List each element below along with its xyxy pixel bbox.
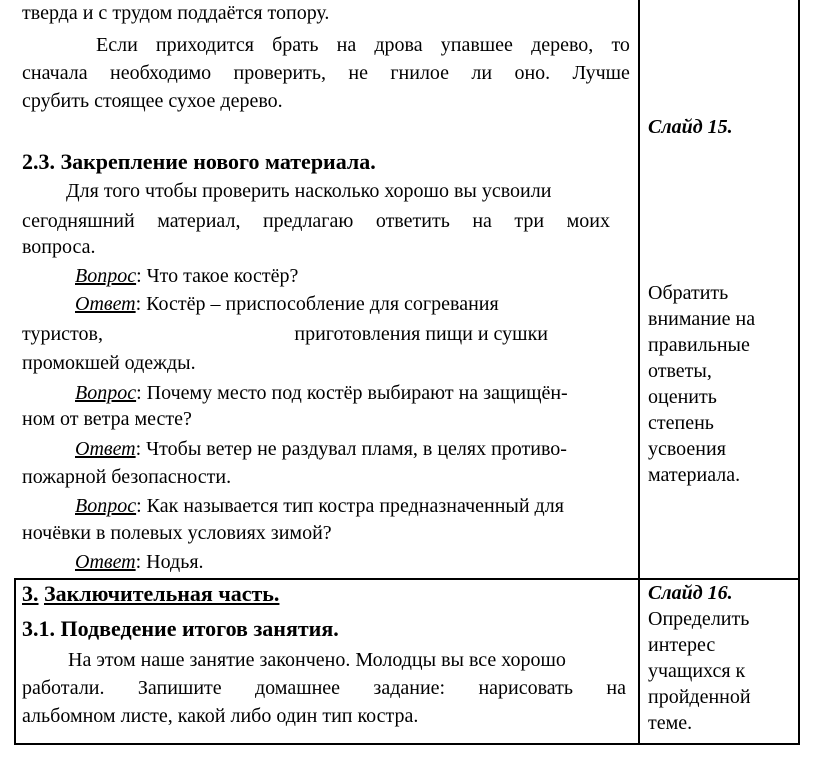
side-note-line: интерес — [648, 634, 716, 656]
intro-line: вопроса. — [22, 236, 96, 258]
answer-line — [22, 322, 548, 346]
paragraph-line — [96, 33, 630, 57]
question-2 — [75, 381, 568, 405]
question-line: ночёвки в полевых условиях зимой? — [22, 522, 332, 544]
word: дрова — [374, 34, 423, 56]
word: ответить — [375, 210, 450, 232]
section-name: Заключительная часть. — [44, 581, 280, 606]
word: на — [606, 677, 626, 699]
closing-line — [22, 676, 626, 700]
word: на — [336, 34, 357, 56]
answer-line: промокшей одежды. — [22, 352, 196, 374]
intro-line — [22, 209, 610, 233]
side-note-line: внимание на — [648, 308, 756, 330]
word: не — [348, 62, 368, 84]
word: Если — [96, 34, 138, 56]
word: брать — [272, 34, 319, 56]
side-note-line: учащихся к — [648, 660, 746, 682]
word: на — [472, 210, 492, 232]
answer-label: Ответ — [75, 438, 136, 460]
section-heading: 2.3. Закрепление нового материала. — [22, 149, 376, 174]
paragraph-line — [22, 61, 630, 85]
question-1 — [75, 264, 298, 288]
question-3 — [75, 494, 564, 518]
word: сначала — [22, 62, 88, 84]
word: три — [514, 210, 545, 232]
word: проверить, — [233, 62, 327, 84]
slide-label: Слайд 16. — [648, 582, 733, 604]
word: гнилое — [390, 62, 450, 84]
answer-label: Ответ — [75, 551, 136, 573]
question-text: : Почему место под костёр выбирают на защищён- — [136, 382, 568, 404]
table-border-right — [798, 0, 800, 745]
side-note-line: усвоения — [648, 438, 726, 460]
side-note-line: Определить — [648, 608, 750, 630]
question-label: Вопрос — [75, 495, 137, 517]
side-note-line: правильные — [648, 334, 750, 356]
answer-text: : Костёр – приспособление для согревания — [135, 293, 499, 315]
word: работали. — [22, 677, 105, 699]
side-note-line: пройденной — [648, 686, 751, 708]
closing-line: На этом наше занятие закончено. Молодцы вы все хорошо — [68, 649, 566, 671]
section-title — [22, 582, 279, 606]
paragraph-line: срубить стоящее сухое дерево. — [22, 90, 283, 112]
word: приходится — [155, 34, 254, 56]
slide-label: Слайд 15. — [648, 116, 733, 138]
paragraph-end: тверда и с трудом поддаётся топору. — [22, 2, 330, 24]
word: дерево, — [531, 34, 594, 56]
answer-3 — [75, 550, 204, 574]
side-note-line: оценить — [648, 386, 717, 408]
side-note — [648, 280, 755, 488]
word: то — [611, 34, 630, 56]
side-note-line: ответы, — [648, 360, 712, 382]
closing-line: альбомном листе, какой либо один тип костра. — [22, 705, 419, 727]
word: моих — [566, 210, 610, 232]
answer-1 — [75, 292, 499, 316]
word: Лучше — [572, 62, 630, 84]
side-note-line: теме. — [648, 712, 693, 734]
word: домашнее — [255, 677, 341, 699]
question-text: : Как называется тип костра предназначенный для — [136, 495, 564, 517]
question-label: Вопрос — [75, 382, 137, 404]
question-line: ном от ветра месте? — [22, 408, 192, 430]
side-note — [648, 606, 751, 736]
answer-text: : Чтобы ветер не раздувал пламя, в целях противо- — [135, 438, 567, 460]
table-border-bottom — [14, 743, 800, 745]
answer-text: : Нодья. — [135, 551, 204, 573]
word: упавшее — [440, 34, 513, 56]
word: предлагаю — [262, 210, 354, 232]
subheading: 3.1. Подведение итогов занятия. — [22, 616, 339, 641]
answer-label: Ответ — [75, 293, 136, 315]
section-number: 3. — [22, 581, 39, 606]
word: нарисовать — [478, 677, 574, 699]
word: материал, — [157, 210, 241, 232]
word: оно. — [514, 62, 551, 84]
word: туристов, — [22, 323, 103, 345]
word: необходимо — [109, 62, 212, 84]
row2-side-cell — [640, 580, 798, 743]
word: Запишите — [137, 677, 222, 699]
row1-side-cell — [640, 0, 798, 578]
word: ли — [471, 62, 493, 84]
row2-main-cell — [16, 580, 638, 743]
word: приготовления пищи и сушки — [294, 323, 548, 345]
side-note-line: Обратить — [648, 282, 729, 304]
question-text: : Что такое костёр? — [136, 265, 299, 287]
answer-2 — [75, 437, 567, 461]
answer-line: пожарной безопасности. — [22, 466, 232, 488]
side-note-line: материала. — [648, 464, 741, 486]
question-label: Вопрос — [75, 265, 137, 287]
word: сегодняшний — [22, 210, 135, 232]
intro-line: Для того чтобы проверить насколько хорошо вы усвоили — [66, 180, 552, 202]
side-note-line: степень — [648, 412, 714, 434]
word: задание: — [373, 677, 446, 699]
